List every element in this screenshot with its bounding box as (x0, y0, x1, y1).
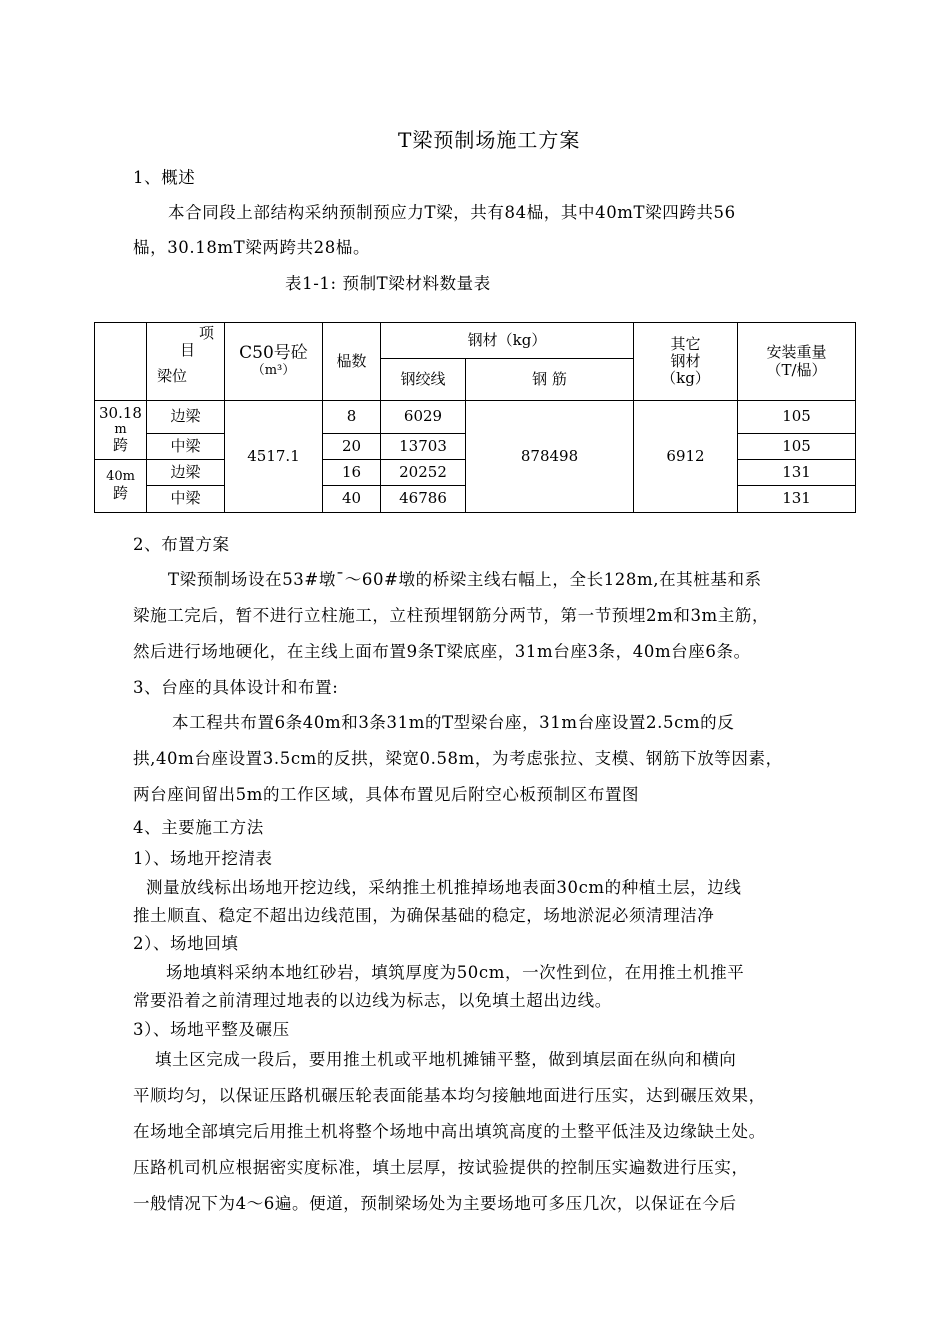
header-other-2: 钢材 (670, 351, 701, 370)
header-other-1: 其它 (670, 334, 701, 353)
span-2-a: 40m (106, 468, 135, 484)
materials-table (94, 322, 856, 513)
header-blank-cell (95, 323, 147, 401)
subsection-heading: 1）、场地开挖清表 (133, 849, 273, 868)
row-strand: 46786 (381, 486, 466, 513)
row-count: 20 (323, 434, 381, 460)
span-1-b: m (114, 421, 127, 437)
section-4-heading: 4、主要施工方法 (133, 818, 264, 837)
row-position: 中梁 (147, 434, 225, 460)
subsection-heading: 2）、场地回填 (133, 934, 239, 953)
row-count: 8 (323, 401, 381, 434)
row-count: 16 (323, 460, 381, 486)
span-1-label (95, 401, 147, 460)
section-2-heading: 2、布置方案 (133, 535, 230, 554)
header-other-3: （kg） (661, 369, 710, 388)
paragraph-line: 场地填料采纳本地红砂岩，填筑厚度为50cm，一次性到位，在用推土机推平 (166, 963, 745, 982)
header-item-cell (147, 323, 225, 401)
paragraph-line: 常要沿着之前清理过地表的以边线为标志，以免填土超出边线。 (133, 991, 612, 1010)
span-1-c: 跨 (112, 436, 128, 455)
concrete-total: 4517.1 (225, 401, 323, 513)
paragraph-line: 在场地全部填完后用推土机将整个场地中高出填筑高度的土整平低洼及边缘缺土处。 (133, 1122, 766, 1141)
paragraph-line: 本合同段上部结构采纳预制预应力T梁，共有84榀，其中40mT梁四跨共56 (168, 203, 736, 222)
paragraph-line: 填土区完成一段后，要用推土机或平地机摊铺平整，做到填层面在纵向和横向 (155, 1050, 737, 1069)
row-strand: 13703 (381, 434, 466, 460)
header-concrete-unit: （m³） (251, 362, 296, 378)
header-item-top: 项 (199, 324, 215, 342)
rebar-total: 878498 (466, 401, 634, 513)
paragraph-line: 平顺均匀，以保证压路机碾压轮表面能基本均匀接触地面进行压实，达到碾压效果， (133, 1086, 766, 1105)
section-3-heading: 3、台座的具体设计和布置: (133, 678, 339, 697)
row-weight: 105 (738, 434, 856, 460)
span-1-a: 30.18 (99, 404, 142, 423)
paragraph-line: T梁预制场设在53#墩¯～60#墩的桥梁主线右幅上，全长128m,在其桩基和系 (168, 570, 762, 589)
header-rebar: 钢 筋 (466, 359, 634, 401)
header-strand: 钢绞线 (381, 359, 466, 401)
header-weight-label: 安装重量 (766, 343, 827, 362)
header-weight-unit: （T/榀） (766, 360, 827, 379)
subsection-heading: 3）、场地平整及碾压 (133, 1020, 290, 1039)
header-position: 梁位 (157, 366, 188, 385)
header-concrete (225, 323, 323, 401)
row-position: 边梁 (147, 460, 225, 486)
paragraph-line: 两台座间留出5m的工作区域，具体布置见后附空心板预制区布置图 (133, 785, 640, 804)
row-position: 中梁 (147, 486, 225, 513)
paragraph-line: 梁施工完后，暂不进行立柱施工，立柱预埋钢筋分两节，第一节预埋2m和3m主筋， (133, 606, 770, 625)
header-concrete-label: C50号砼 (239, 343, 308, 364)
span-2-b: 跨 (112, 483, 128, 502)
paragraph-line: 推土顺直、稳定不超出边线范围，为确保基础的稳定，场地淤泥必须清理洁净 (133, 906, 715, 925)
paragraph-line: 测量放线标出场地开挖边线，采纳推土机推掉场地表面30cm的种植土层，边线 (146, 878, 742, 897)
paragraph-line: 榀，30.18mT梁两跨共28榀。 (133, 238, 371, 257)
header-steel: 钢材（kg） (381, 323, 634, 359)
paragraph-line: 拱,40m台座设置3.5cm的反拱，梁宽0.58m，为考虑张拉、支模、钢筋下放等因素， (133, 749, 783, 768)
row-weight: 131 (738, 460, 856, 486)
paragraph-line: 压路机司机应根据密实度标准，填土层厚，按试验提供的控制压实遍数进行压实， (133, 1158, 749, 1177)
section-1-heading: 1、概述 (133, 168, 196, 187)
paragraph-line: 一般情况下为4～6遍。便道，预制梁场处为主要场地可多压几次，以保证在今后 (133, 1194, 737, 1213)
table-caption: 表1-1: 预制T梁材料数量表 (285, 274, 491, 293)
paragraph-line: 然后进行场地硬化，在主线上面布置9条T梁底座，31m台座3条，40m台座6条。 (133, 642, 751, 661)
row-strand: 6029 (381, 401, 466, 434)
paragraph-line: 本工程共布置6条40m和3条31m的T型梁台座，31m台座设置2.5cm的反 (172, 713, 735, 732)
page-title: T梁预制场施工方案 (398, 128, 581, 152)
row-count: 40 (323, 486, 381, 513)
row-strand: 20252 (381, 460, 466, 486)
row-weight: 131 (738, 486, 856, 513)
header-weight (738, 323, 856, 401)
row-weight: 105 (738, 401, 856, 434)
header-count: 榀数 (323, 323, 381, 401)
header-other-steel (634, 323, 738, 401)
header-item-mid: 目 (180, 341, 196, 360)
row-position: 边梁 (147, 401, 225, 434)
span-2-label (95, 460, 147, 513)
other-total: 6912 (634, 401, 738, 513)
